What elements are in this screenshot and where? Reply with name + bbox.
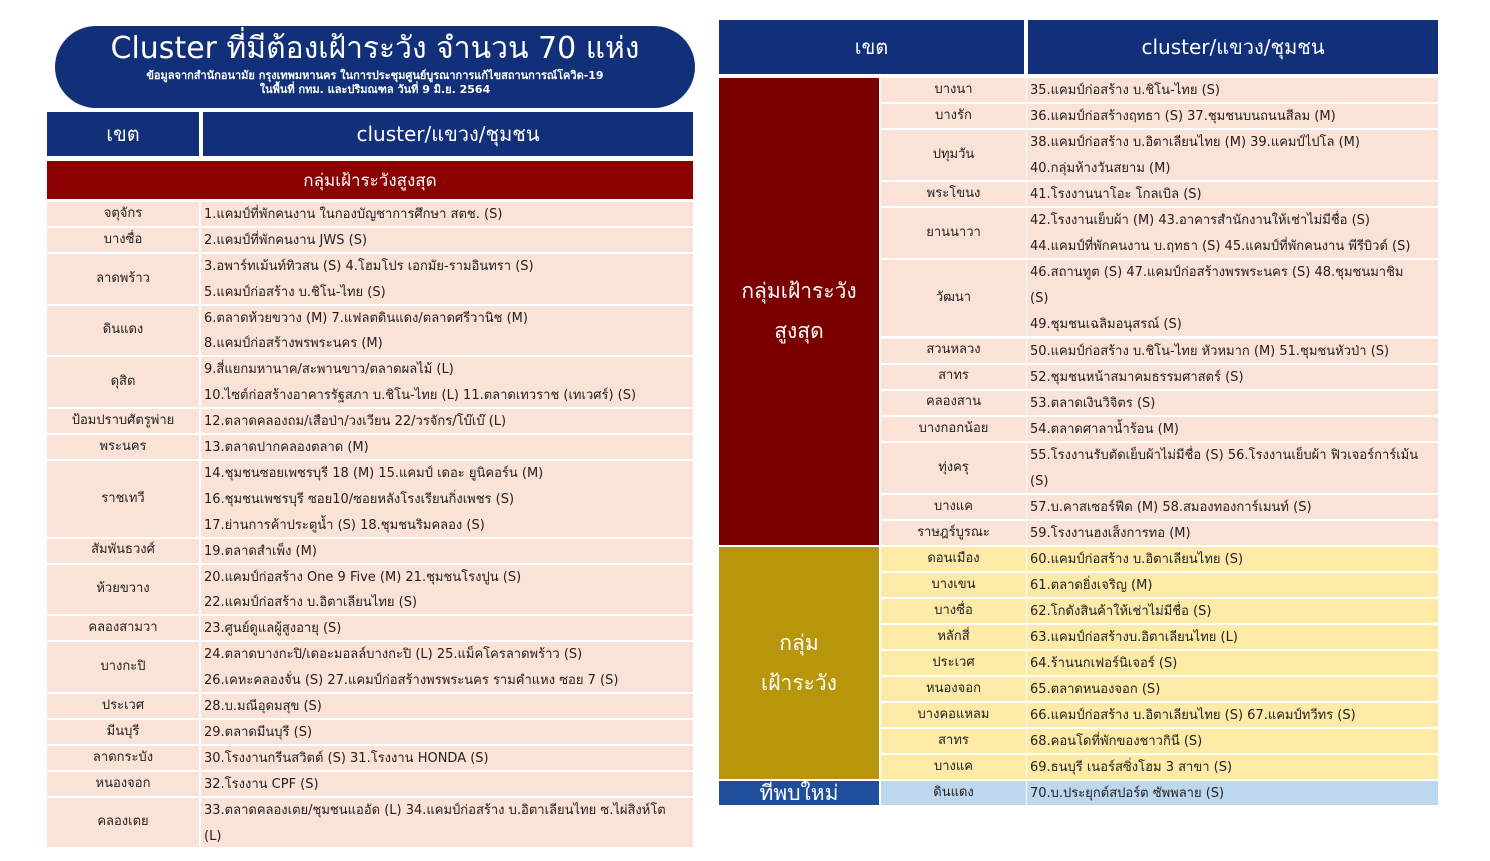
group-label-line: ที่พบใหม่: [759, 781, 839, 806]
cluster-cell: [1027, 547, 1438, 571]
cluster-line: 62.โกดังสินค้าให้เช่าไม่มีชื่อ (S): [1030, 604, 1212, 619]
cluster-cell: [1027, 625, 1438, 649]
district-cell: จตุจักร: [47, 202, 199, 226]
district-cell: ราษฎร์บูรณะ: [881, 521, 1026, 545]
cluster-line: 30.โรงงานกรีนสวิตต์ (S) 31.โรงงาน HONDA (S): [204, 750, 489, 766]
district-cell: บางกอกน้อย: [881, 417, 1026, 441]
cluster-cell: [1027, 495, 1438, 519]
district-cell: ลาดพร้าว: [47, 254, 199, 304]
cluster-line: 29.ตลาดมีนบุรี (S): [204, 725, 313, 740]
group-label-line: กลุ่มเฝ้าระวัง: [741, 279, 857, 304]
cluster-cell: [201, 616, 693, 640]
district-cell: ลาดกระบัง: [47, 746, 199, 770]
cluster-cell: [1027, 443, 1438, 493]
cluster-cell: [201, 772, 693, 796]
cluster-line: 53.ตลาดเงินวิจิตร (S): [1030, 395, 1156, 411]
cluster-cell: [201, 798, 693, 848]
cluster-line: 2.แคมป์ที่พักคนงาน JWS (S): [204, 232, 368, 248]
cluster-cell: [201, 409, 693, 433]
district-cell: สาทร: [881, 365, 1026, 389]
banner-subtitle-1: ข้อมูลจากสำนักอนามัย กรุงเทพมหานคร ในการประชุมศูนย์บูรณาการแก้ไขสถานการณ์โควิด-19: [146, 69, 604, 82]
cluster-line: 24.ตลาดบางกะปิ/เดอะมอลล์บางกะปิ (L) 25.แม็คโครลาดพร้าว (S): [204, 647, 583, 663]
cluster-line: 64.ร้านนกเฟอร์นิเจอร์ (S): [1030, 656, 1178, 672]
district-cell: ราชเทวี: [47, 461, 199, 537]
cluster-line: 38.แคมป์ก่อสร้าง บ.อิตาเลียนไทย (M) 39.แคมป์ไปโล (M): [1030, 135, 1360, 151]
cluster-cell: [201, 461, 693, 537]
cluster-line: 1.แคมป์ที่พักคนงาน ในกองบัญชาการศึกษา สตช. (S): [204, 207, 503, 222]
district-cell: บางเขน: [881, 573, 1026, 597]
district-cell: ยานนาวา: [881, 208, 1026, 258]
cluster-line: 52.ชุมชนหน้าสมาคมธรรมศาสตร์ (S): [1030, 369, 1244, 385]
district-cell: บางคอแหลม: [881, 703, 1026, 727]
cluster-cell: [201, 694, 693, 718]
cluster-line: 41.โรงงานนาโอะ โกลเบิล (S): [1030, 187, 1202, 203]
cluster-line: 32.โรงงาน CPF (S): [204, 776, 319, 792]
district-cell: ประเวศ: [881, 651, 1026, 675]
cluster-line: 35.แคมป์ก่อสร้าง บ.ชิโน-ไทย (S): [1030, 83, 1220, 98]
cluster-line: 61.ตลาดยิ่งเจริญ (M): [1030, 577, 1153, 593]
group-label-line: สูงสุด: [774, 319, 824, 344]
district-cell: คลองสามวา: [47, 616, 199, 640]
cluster-line: 10.ไซต์ก่อสร้างอาคารรัฐสภา บ.ชิโน-ไทย (L) 11.ตลาดเทวราช (เทเวศร์) (S): [204, 388, 637, 404]
cluster-line: 23.ศูนย์ดูแลผู้สูงอายุ (S): [204, 621, 342, 637]
cluster-line: 46.สถานทูต (S) 47.แคมป์ก่อสร้างพรพระนคร (S) 48.ชุมชนมาชิม: [1030, 265, 1404, 281]
cluster-cell: [1027, 417, 1438, 441]
district-cell: ดินแดง: [47, 306, 199, 356]
cluster-line: 50.แคมป์ก่อสร้าง บ.ชิโน-ไทย หัวหมาก (M) 51.ชุมชนหัวป่า (S): [1030, 343, 1390, 359]
cluster-line: 44.แคมป์ที่พักคนงาน บ.ฤทธา (S) 45.แคมป์ที่พักคนงาน พีรีบิวด์ (S): [1030, 239, 1411, 255]
cluster-line: 54.ตลาดศาลาน้ำร้อน (M): [1030, 421, 1179, 437]
district-cell: ดินแดง: [881, 781, 1026, 805]
cluster-cell: [201, 357, 693, 407]
cluster-line: 9.สี่แยกมหานาค/สะพานขาว/ตลาดผลไม้ (L): [204, 362, 454, 378]
group-label-line: กลุ่ม: [779, 631, 819, 656]
cluster-line: 8.แคมป์ก่อสร้างพรพระนคร (M): [204, 336, 383, 352]
cluster-line: 59.โรงงานฮงเส็งการทอ (M): [1030, 525, 1191, 541]
district-cell: บางนา: [881, 78, 1026, 102]
district-cell: หลักสี่: [881, 625, 1026, 649]
cluster-line: 63.แคมป์ก่อสร้างบ.อิตาเลียนไทย (L): [1030, 630, 1238, 646]
group-label: [719, 78, 879, 545]
cluster-cell: [201, 539, 693, 563]
district-cell: ดอนเมือง: [881, 547, 1026, 571]
cluster-line: 5.แคมป์ก่อสร้าง บ.ชิโน-ไทย (S): [204, 284, 386, 300]
cluster-cell: [1027, 781, 1438, 805]
district-cell: หนองจอก: [881, 677, 1026, 701]
district-cell: สาทร: [881, 729, 1026, 753]
cluster-line: 13.ตลาดปากคลองตลาด (M): [204, 440, 369, 456]
cluster-line: 42.โรงงานเย็บผ้า (M) 43.อาคารสำนักงานให้เช่าไม่มีชื่อ (S): [1030, 213, 1370, 229]
cluster-cell: [1027, 78, 1438, 102]
group-label: [719, 781, 879, 805]
cluster-cell: [1027, 677, 1438, 701]
cluster-cell: [1027, 130, 1438, 180]
cluster-cell: [201, 202, 693, 226]
cluster-cell: [1027, 182, 1438, 206]
right-header-cluster: cluster/แขวง/ชุมชน: [1028, 20, 1438, 74]
cluster-cell: [1027, 729, 1438, 753]
district-cell: บางซื่อ: [47, 228, 199, 252]
cluster-cell: [1027, 208, 1438, 258]
district-cell: คลองเตย: [47, 798, 199, 848]
cluster-cell: [201, 228, 693, 252]
group-label-line: เฝ้าระวัง: [761, 671, 837, 696]
cluster-line: 14.ชุมชนซอยเพชรบุรี 18 (M) 15.แคมป์ เดอะ ยูนิคอร์น (M): [204, 466, 544, 481]
cluster-cell: [1027, 260, 1438, 336]
district-cell: ประเวศ: [47, 694, 199, 718]
cluster-line: 70.บ.ประยุกต์สปอร์ต ซัพพลาย (S): [1030, 786, 1225, 802]
cluster-cell: [201, 565, 693, 615]
cluster-line: 19.ตลาดสำเพ็ง (M): [204, 543, 317, 559]
cluster-cell: [201, 720, 693, 744]
right-header-district: เขต: [719, 20, 1024, 74]
cluster-line: 3.อพาร์ทเม้นท์ทิวสน (S) 4.โฮมโปร เอกมัย-รามอินทรา (S): [204, 258, 534, 274]
left-header-district: เขต: [47, 112, 199, 156]
cluster-cell: [1027, 104, 1438, 128]
cluster-line: 36.แคมป์ก่อสร้างฤทธา (S) 37.ชุมชนบนถนนสีลม (M): [1030, 109, 1336, 125]
district-cell: ดุสิต: [47, 357, 199, 407]
cluster-line: 17.ย่านการค้าประตูน้ำ (S) 18.ชุมชนริมคลอง (S): [204, 517, 485, 533]
cluster-line: 33.ตลาดคลองเตย/ชุมชนแออัด (L) 34.แคมป์ก่อสร้าง บ.อิตาเลียนไทย ซ.ไผ่สิงห์โต: [204, 802, 666, 818]
district-cell: ป้อมปราบศัตรูพ่าย: [47, 409, 199, 433]
cluster-line: 68.คอนโดที่พักของชาวกินี (S): [1030, 734, 1203, 750]
district-cell: ปทุมวัน: [881, 130, 1026, 180]
cluster-line: 65.ตลาดหนองจอก (S): [1030, 682, 1161, 698]
cluster-cell: [201, 746, 693, 770]
cluster-cell: [1027, 391, 1438, 415]
cluster-cell: [201, 642, 693, 692]
left-group-label: กลุ่มเฝ้าระวังสูงสุด: [47, 161, 693, 199]
district-cell: บางแค: [881, 755, 1026, 779]
cluster-line: 20.แคมป์ก่อสร้าง One 9 Five (M) 21.ชุมชนโรงปูน (S): [204, 569, 522, 585]
cluster-line: 40.กลุ่มห้างวันสยาม (M): [1030, 161, 1171, 177]
cluster-line: 69.ธนบุรี เนอร์สซิ่งโฮม 3 สาขา (S): [1030, 760, 1233, 776]
cluster-line: (L): [204, 828, 222, 844]
district-cell: มีนบุรี: [47, 720, 199, 744]
district-cell: ห้วยขวาง: [47, 565, 199, 615]
district-cell: บางซื่อ: [881, 599, 1026, 623]
cluster-line: 57.บ.คาสเซอร์ฟีด (M) 58.สมองทองการ์เมนท์ (S): [1030, 499, 1312, 515]
cluster-line: (S): [1030, 291, 1049, 307]
district-cell: บางรัก: [881, 104, 1026, 128]
cluster-cell: [1027, 521, 1438, 545]
banner-subtitle-2: ในพื้นที่ กทม. และปริมณฑล วันที่ 9 มิ.ย. 2564: [259, 83, 491, 96]
cluster-line: 26.เคหะคลองจั่น (S) 27.แคมป์ก่อสร้างพรพระนคร รามคำแหง ซอย 7 (S): [204, 673, 619, 689]
banner-title: Cluster ที่มีต้องเฝ้าระวัง จำนวน 70 แห่ง: [110, 31, 640, 66]
district-cell: บางกะปิ: [47, 642, 199, 692]
cluster-cell: [201, 254, 693, 304]
district-cell: วัฒนา: [881, 260, 1026, 336]
group-label: [719, 547, 879, 779]
left-header-cluster: cluster/แขวง/ชุมชน: [203, 112, 693, 156]
cluster-line: 66.แคมป์ก่อสร้าง บ.อิตาเลียนไทย (S) 67.แคมป์ทวีทร (S): [1030, 708, 1356, 724]
district-cell: ทุ่งครุ: [881, 443, 1026, 493]
district-cell: พระนคร: [47, 435, 199, 459]
cluster-cell: [1027, 599, 1438, 623]
district-cell: พระโขนง: [881, 182, 1026, 206]
cluster-cell: [1027, 339, 1438, 363]
cluster-line: 60.แคมป์ก่อสร้าง บ.อิตาเลียนไทย (S): [1030, 551, 1244, 567]
cluster-cell: [1027, 651, 1438, 675]
cluster-cell: [1027, 755, 1438, 779]
cluster-line: 12.ตลาดคลองถม/เสือป่า/วงเวียน 22/วรจักร/โบ๊เบ๊ (L): [204, 414, 507, 430]
cluster-line: 49.ชุมชนเฉลิมอนุสรณ์ (S): [1030, 317, 1182, 333]
cluster-line: 22.แคมป์ก่อสร้าง บ.อิตาเลียนไทย (S): [204, 595, 418, 611]
district-cell: คลองสาน: [881, 391, 1026, 415]
cluster-cell: [1027, 703, 1438, 727]
district-cell: บางแค: [881, 495, 1026, 519]
district-cell: สัมพันธวงศ์: [47, 539, 199, 563]
cluster-line: 6.ตลาดห้วยขวาง (M) 7.แฟลตดินแดง/ตลาดศรีวานิช (M): [204, 310, 528, 326]
cluster-line: 16.ชุมชนเพชรบุรี ซอย10/ซอยหลังโรงเรียนกิ่งเพชร (S): [204, 491, 515, 507]
district-cell: หนองจอก: [47, 772, 199, 796]
cluster-line: (S): [1030, 473, 1049, 489]
district-cell: สวนหลวง: [881, 339, 1026, 363]
cluster-cell: [201, 435, 693, 459]
cluster-cell: [201, 306, 693, 356]
cluster-cell: [1027, 365, 1438, 389]
title-banner: [55, 26, 695, 108]
cluster-line: 55.โรงงานรับตัดเย็บผ้าไม่มีชื่อ (S) 56.โรงงานเย็บผ้า ฟิวเจอร์การ์เม้น: [1030, 447, 1419, 463]
cluster-line: 28.บ.มณีอุดมสุข (S): [204, 699, 322, 715]
cluster-cell: [1027, 573, 1438, 597]
